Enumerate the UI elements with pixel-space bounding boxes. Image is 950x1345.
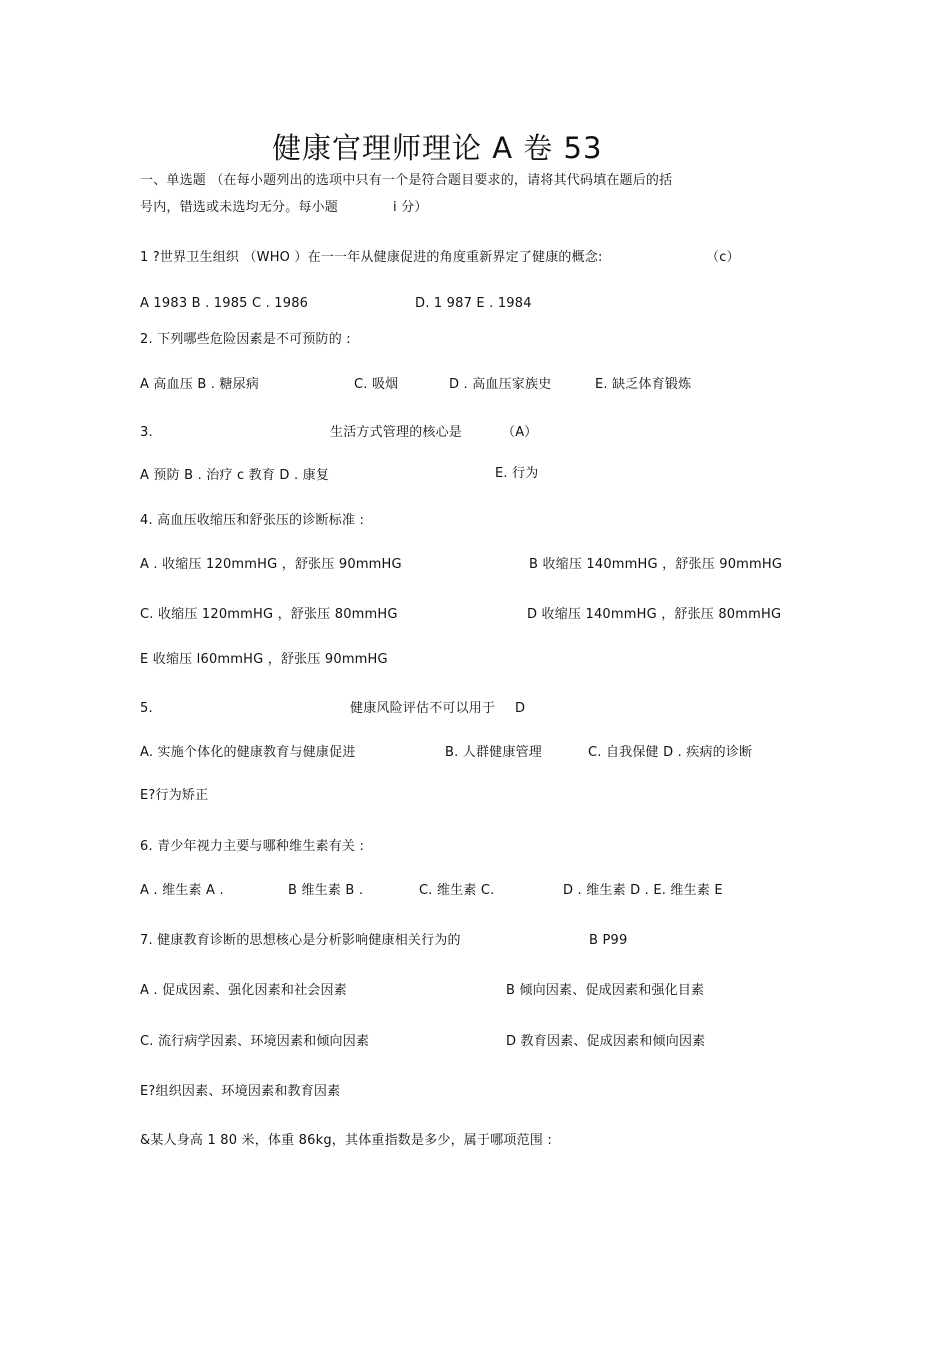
q4-option-e: E 收缩压 l60mmHG ，舒张压 90mmHG xyxy=(140,652,388,667)
q7-answer: B P99 xyxy=(589,933,628,948)
q3-answer: （A） xyxy=(502,425,538,440)
q6-option-b: B 维生素 B . xyxy=(288,883,364,898)
q3-options-a-d: A 预防 B . 治疗 c 教育 D . 康复 xyxy=(140,468,330,483)
q7-option-a: A . 促成因素、强化因素和社会因素 xyxy=(140,983,347,998)
q2-option-d: D . 高血压家族史 xyxy=(449,377,552,392)
q4-option-a: A . 收缩压 120mmHG ，舒张压 90mmHG xyxy=(140,557,402,572)
q6-option-c: C. 维生素 C. xyxy=(419,883,495,898)
q5-option-a: A. 实施个体化的健康教育与健康促进 xyxy=(140,745,356,760)
q5-option-b: B. 人群健康管理 xyxy=(445,745,542,760)
q3-number: 3. xyxy=(140,425,153,440)
q1-options-a-c: A 1983 B . 1985 C . 1986 xyxy=(140,296,309,311)
q4-stem: 4. 高血压收缩压和舒张压的诊断标准 : xyxy=(140,513,365,528)
q6-option-a: A . 维生素 A . xyxy=(140,883,224,898)
q7-option-d: D 教育因素、促成因素和倾向因素 xyxy=(506,1034,706,1049)
q7-option-b: B 倾向因素、促成因素和强化目素 xyxy=(506,983,705,998)
q7-option-c: C. 流行病学因素、环境因素和倾向因素 xyxy=(140,1034,370,1049)
page-title: 健康官理师理论 A 卷 53 xyxy=(272,131,603,165)
q4-option-b: B 收缩压 140mmHG ，舒张压 90mmHG xyxy=(529,557,783,572)
q6-stem: 6. 青少年视力主要与哪种维生素有关 : xyxy=(140,839,365,854)
q6-option-de: D . 维生素 D . E. 维生素 E xyxy=(563,883,723,898)
q4-option-d: D 收缩压 140mmHG ，舒张压 80mmHG xyxy=(527,607,782,622)
q2-option-ab: A 高血压 B . 糖尿病 xyxy=(140,377,260,392)
q5-option-cd: C. 自我保健 D . 疾病的诊断 xyxy=(588,745,753,760)
instructions-line-2-tail: i 分） xyxy=(393,200,428,215)
q1-answer: （c） xyxy=(706,250,740,265)
instructions-line-1: 一、单选题 （在每小题列出的选项中只有一个是符合题目要求的，请将其代码填在题后的括 xyxy=(140,173,673,188)
q7-option-e: E?组织因素、环境因素和教育因素 xyxy=(140,1084,341,1099)
q2-option-c: C. 吸烟 xyxy=(354,377,399,392)
q5-answer: D xyxy=(515,701,526,716)
q2-option-e: E. 缺乏体育锻炼 xyxy=(595,377,692,392)
instructions-line-2: 号内，错选或未选均无分。每小题 xyxy=(140,200,339,215)
q4-option-c: C. 收缩压 120mmHG ，舒张压 80mmHG xyxy=(140,607,398,622)
q5-option-e: E?行为矫正 xyxy=(140,788,209,803)
q3-option-e: E. 行为 xyxy=(495,466,539,481)
q1-stem: 1 ?世界卫生组织 （WHO ）在一一年从健康促进的角度重新界定了健康的概念: xyxy=(140,250,603,265)
q3-stem: 生活方式管理的核心是 xyxy=(330,425,463,440)
q8-stem: &某人身高 1 80 米，体重 86kg，其体重指数是多少，属于哪项范围 : xyxy=(140,1133,552,1148)
q7-stem: 7. 健康教育诊断的思想核心是分析影响健康相关行为的 xyxy=(140,933,461,948)
q2-stem: 2. 下列哪些危险因素是不可预防的 : xyxy=(140,332,351,347)
q5-number: 5. xyxy=(140,701,153,716)
q1-options-d-e: D. 1 987 E . 1984 xyxy=(415,296,532,311)
q5-stem: 健康风险评估不可以用于 xyxy=(350,701,496,716)
